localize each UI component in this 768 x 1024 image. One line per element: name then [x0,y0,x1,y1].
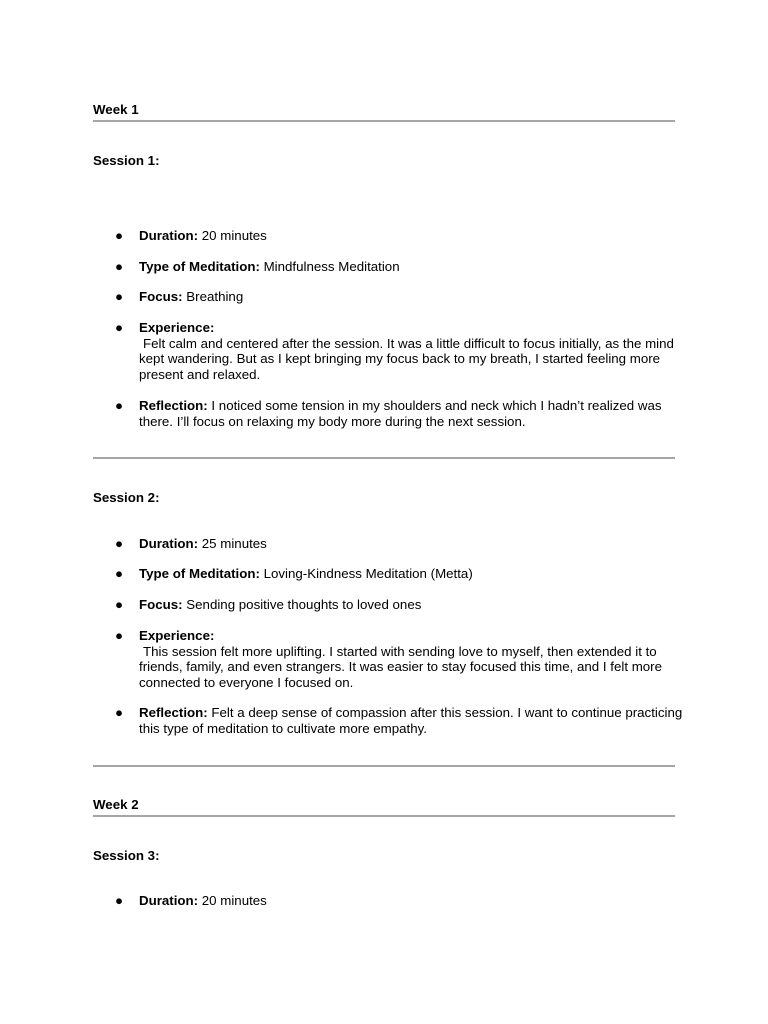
session-3-title: Session 3: [93,848,160,863]
item-value: I noticed some tension in my shoulders and neck which I hadn’t realized was there. I’ll focus on relaxing my body more during the next session. [139,398,662,429]
session-divider [93,765,675,767]
session-2-title: Session 2: [93,490,160,505]
bullet-icon: ● [115,398,124,413]
item-value: Sending positive thoughts to loved ones [182,597,422,612]
session-divider [93,457,675,459]
item-label: Reflection: [139,705,208,720]
item-value: Felt calm and centered after the session. It was a little difficult to focus initially, as the mind kept wandering. But as I kept bringing my focus back to my breath, I started feeling more present and relaxed. [139,335,674,382]
bullet-icon: ● [115,628,124,643]
session-1-reflection-item [115,398,685,429]
session-2-type-item [115,566,685,582]
week-1-divider [93,120,675,122]
item-value: Felt a deep sense of compassion after this session. I want to continue practicing this type of meditation to cultivate more empathy. [139,705,683,736]
bullet-icon: ● [115,320,124,335]
session-2-reflection-item [115,705,685,736]
bullet-icon: ● [115,705,124,720]
session-3-duration-item [115,893,685,909]
item-value: Breathing [182,289,244,304]
item-value: 25 minutes [198,536,267,551]
bullet-icon: ● [115,597,124,612]
item-value: Mindfulness Meditation [259,259,400,274]
session-1-experience-item [115,320,685,382]
week-2-divider [93,815,675,817]
week-2-title: Week 2 [93,797,139,812]
bullet-icon: ● [115,536,124,551]
item-label: Duration: [139,536,199,551]
session-1-duration-item [115,228,685,244]
session-1-focus-item [115,289,685,305]
item-label: Type of Meditation: [139,259,260,274]
item-value: Loving-Kindness Meditation (Metta) [259,566,473,581]
item-label: Experience: [139,628,215,643]
bullet-icon: ● [115,228,124,243]
session-2-experience-item [115,628,685,690]
item-label: Focus: [139,289,183,304]
bullet-icon: ● [115,289,124,304]
bullet-icon: ● [115,566,124,581]
week-1-title: Week 1 [93,102,139,117]
item-value: 20 minutes [198,228,267,243]
item-label: Type of Meditation: [139,566,260,581]
session-2-focus-item [115,597,685,613]
item-label: Duration: [139,228,199,243]
item-label: Reflection: [139,398,208,413]
item-label: Focus: [139,597,183,612]
session-1-title: Session 1: [93,153,160,168]
session-1-type-item [115,259,685,275]
bullet-icon: ● [115,893,124,908]
item-label: Experience: [139,320,215,335]
session-2-duration-item [115,536,685,552]
item-value: This session felt more uplifting. I started with sending love to myself, then extended it to friends, family, and even strangers. It was easier to stay focused this time, and I felt more connected to everyone I focused on. [139,643,662,690]
item-value: 20 minutes [198,893,267,908]
bullet-icon: ● [115,259,124,274]
item-label: Duration: [139,893,199,908]
